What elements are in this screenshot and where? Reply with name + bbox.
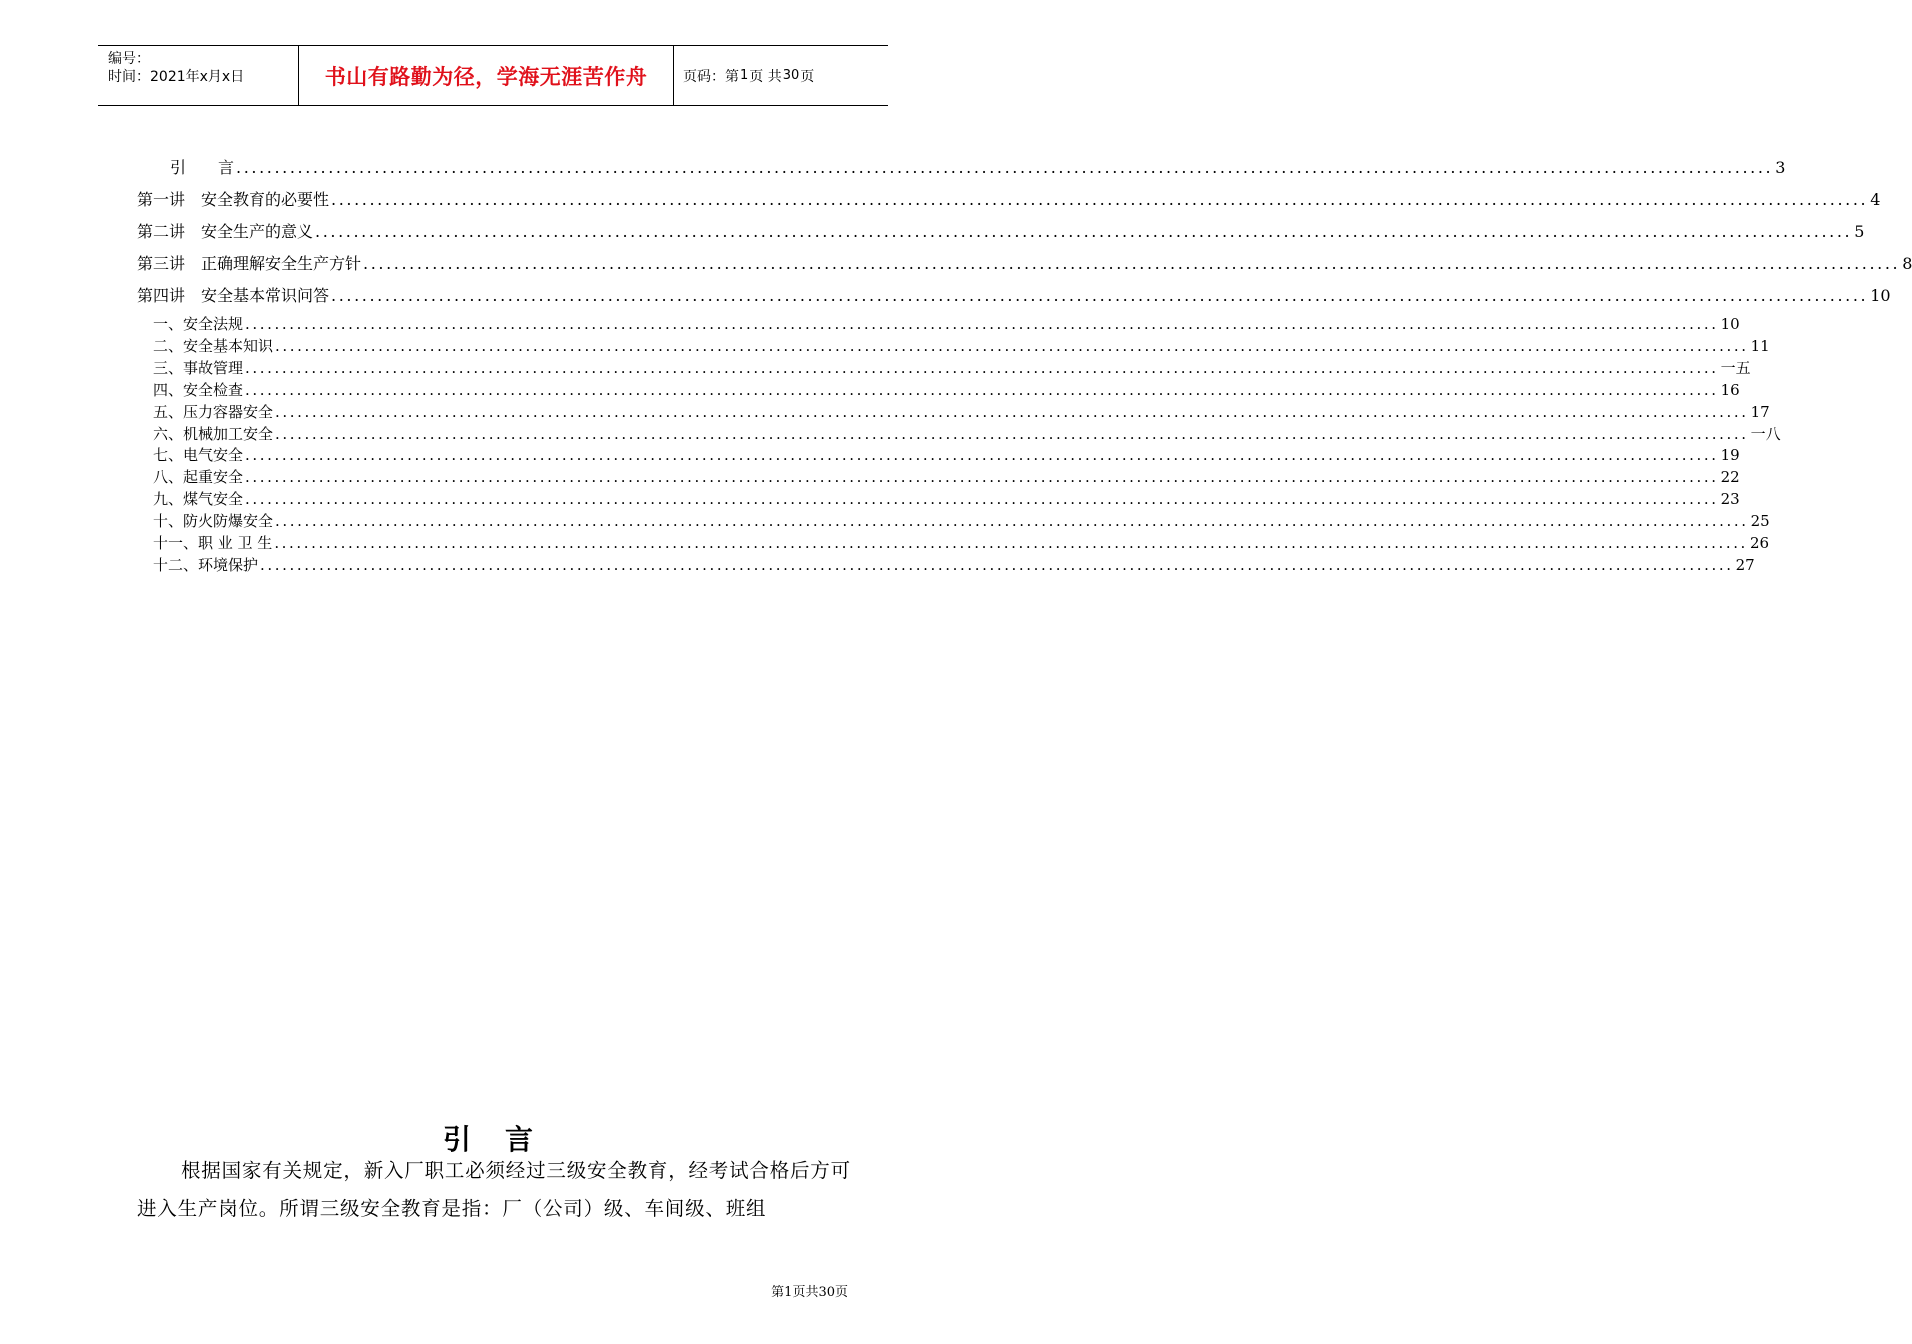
toc-entry-label: 五、压力容器安全 xyxy=(153,402,274,421)
toc-entry-page: 25 xyxy=(1750,512,1770,531)
toc-entry-page: 4 xyxy=(1870,190,1881,209)
toc-entry-page: 一八 xyxy=(1750,424,1781,443)
toc-entry-sub xyxy=(153,379,1740,400)
toc-entry-sub xyxy=(153,335,1770,356)
toc-entry-main xyxy=(137,283,1891,306)
toc-entry-page: 27 xyxy=(1735,555,1755,574)
toc-leader-dots: ........................................................................................................................................................................................................ xyxy=(236,158,1774,177)
toc-entry-page: 10 xyxy=(1870,286,1891,305)
date-label: 时间：2021年x月x日 xyxy=(108,69,245,85)
toc-leader-dots: ........................................................................................................................................................................................................ xyxy=(245,315,1719,333)
toc-entry-label: 引 言 xyxy=(170,158,235,177)
page-current: 1 xyxy=(740,68,749,83)
toc-entry-sub xyxy=(153,532,1770,553)
toc-leader-dots: ........................................................................................................................................................................................................ xyxy=(363,254,1901,273)
toc-entry-page: 一五 xyxy=(1720,358,1751,377)
toc-entry-sub xyxy=(153,313,1740,334)
intro-paragraph: 根据国家有关规定，新入厂职工必须经过三级安全教育，经考试合格后方可进入生产岗位。所谓三级安全教育是指：厂（公司）级、车间级、班组 xyxy=(137,1159,851,1220)
toc-entry-label: 第一讲 安全教育的必要性 xyxy=(137,190,330,209)
toc-leader-dots: ........................................................................................................................................................................................................ xyxy=(245,446,1719,465)
toc-entry-sub xyxy=(153,466,1740,487)
toc-leader-dots: ........................................................................................................................................................................................................ xyxy=(245,380,1719,399)
toc-entry-main xyxy=(137,187,1881,210)
toc-entry-label: 第二讲 安全生产的意义 xyxy=(137,222,314,241)
page-mid: 页 共 xyxy=(749,68,782,85)
toc-leader-dots: ........................................................................................................................................................................................................ xyxy=(275,512,1749,531)
toc-entry-label: 二、安全基本知识 xyxy=(153,336,274,355)
document-header xyxy=(98,45,888,106)
toc-entry-label: 六、机械加工安全 xyxy=(153,424,274,443)
toc-leader-dots: ........................................................................................................................................................................................................ xyxy=(245,468,1719,487)
toc-entry-page: 16 xyxy=(1720,380,1740,399)
toc-leader-dots: ........................................................................................................................................................................................................ xyxy=(315,222,1853,241)
toc-entry-label: 第四讲 安全基本常识问答 xyxy=(137,286,330,305)
page-prefix: 页码：第 xyxy=(683,68,739,85)
toc-entry-label: 四、安全检查 xyxy=(153,380,244,399)
toc-leader-dots: ........................................................................................................................................................................................................ xyxy=(275,336,1749,355)
toc-entry-label: 七、电气安全 xyxy=(153,446,244,465)
toc-entry-page: 22 xyxy=(1720,468,1740,487)
toc-leader-dots: ........................................................................................................................................................................................................ xyxy=(274,534,1748,552)
number-label: 编号： xyxy=(108,51,150,67)
header-motto: 书山有路勤为径，学海无涯苦作舟 xyxy=(299,46,674,105)
toc-entry-label: 三、事故管理 xyxy=(153,358,244,377)
toc-entry-label: 八、起重安全 xyxy=(153,468,244,487)
toc-entry-page: 3 xyxy=(1775,158,1786,177)
toc-entry-page: 26 xyxy=(1749,534,1770,552)
toc-entry-label: 十一、职 业 卫 生 xyxy=(153,534,273,552)
header-meta xyxy=(98,46,299,105)
toc-leader-dots: ........................................................................................................................................................................................................ xyxy=(245,358,1719,377)
page-footer: 第1页共30页 xyxy=(771,1285,848,1300)
toc-entry-page: 17 xyxy=(1750,402,1770,421)
toc-entry-label: 一、安全法规 xyxy=(153,315,244,333)
toc-leader-dots: ........................................................................................................................................................................................................ xyxy=(275,402,1749,421)
toc-entry-label: 九、煤气安全 xyxy=(153,490,244,509)
toc-entry-sub xyxy=(153,423,1781,444)
toc-entry-sub xyxy=(153,401,1770,422)
toc-entry-sub xyxy=(153,488,1740,509)
toc-entry-page: 5 xyxy=(1854,222,1865,241)
toc-entry-page: 23 xyxy=(1720,490,1740,509)
toc-entry-main xyxy=(170,155,1786,178)
toc-entry-label: 第三讲 正确理解安全生产方针 xyxy=(137,254,362,273)
toc-entry-page: 11 xyxy=(1750,336,1770,355)
toc-leader-dots: ........................................................................................................................................................................................................ xyxy=(275,424,1749,443)
toc-entry-page: 10 xyxy=(1720,315,1740,333)
page-suffix: 页 xyxy=(800,68,815,85)
toc-entry-sub xyxy=(153,357,1751,378)
toc-leader-dots: ........................................................................................................................................................................................................ xyxy=(245,490,1719,509)
toc-entry-main xyxy=(137,251,1912,274)
intro-title: 引言 xyxy=(442,1123,567,1156)
toc-entry-sub xyxy=(153,554,1755,575)
toc-entry-sub xyxy=(153,444,1740,465)
toc-entry-page: 8 xyxy=(1902,254,1912,273)
toc-entry-main xyxy=(137,219,1865,242)
header-page-info xyxy=(674,46,888,105)
toc-leader-dots: ........................................................................................................................................................................................................ xyxy=(331,190,1869,209)
toc-leader-dots: ........................................................................................................................................................................................................ xyxy=(260,555,1734,574)
toc-entry-label: 十二、环境保护 xyxy=(153,555,259,574)
toc-leader-dots: ........................................................................................................................................................................................................ xyxy=(331,286,1869,305)
toc-entry-sub xyxy=(153,510,1770,531)
page-total: 30 xyxy=(782,68,800,83)
toc-entry-label: 十、防火防爆安全 xyxy=(153,512,274,531)
toc-entry-page: 19 xyxy=(1720,446,1740,465)
